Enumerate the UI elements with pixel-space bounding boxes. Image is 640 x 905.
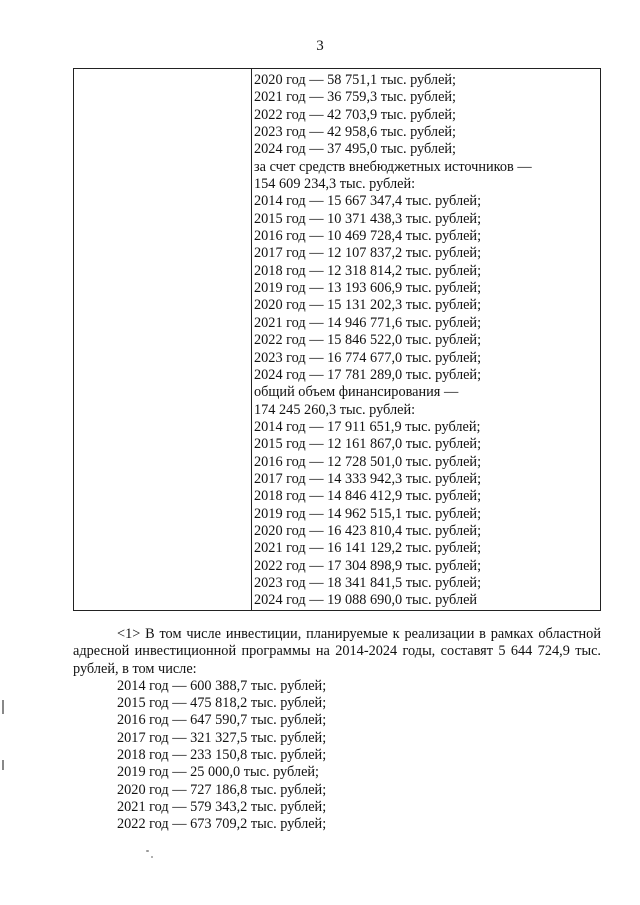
footnote-year-line: 2021 год — 579 343,2 тыс. рублей; <box>117 798 327 815</box>
footnote-year-line: 2015 год — 475 818,2 тыс. рублей; <box>117 695 327 712</box>
financing-table <box>73 68 601 611</box>
table-line: 2020 год — 58 751,1 тыс. рублей; <box>254 72 457 88</box>
footnote-year-line: 2017 год — 321 327,5 тыс. рублей; <box>117 729 327 746</box>
scan-speck <box>151 856 153 858</box>
page-number: 3 <box>316 38 324 54</box>
footnote-year-line: 2022 год — 673 709,2 тыс. рублей; <box>117 816 327 833</box>
footnote-year-line: 2019 год — 25 000,0 тыс. рублей; <box>117 764 320 781</box>
scan-margin-mark <box>2 760 4 770</box>
table-line: 2021 год — 36 759,3 тыс. рублей; <box>254 89 457 106</box>
table-line: 2015 год — 10 371 438,3 тыс. рублей; <box>254 210 482 227</box>
table-line: 2023 год — 18 341 841,5 тыс. рублей; <box>254 574 482 591</box>
table-line: за счет средств внебюджетных источников — <box>254 158 532 175</box>
footnote-year-line: 2018 год — 233 150,8 тыс. рублей; <box>117 747 327 764</box>
footnote <box>73 626 601 834</box>
scan-speck <box>146 850 149 852</box>
table-line: 2017 год — 14 333 942,3 тыс. рублей; <box>254 470 482 487</box>
table-line: 2016 год — 12 728 501,0 тыс. рублей; <box>254 453 482 470</box>
footnote-year-list <box>73 678 601 834</box>
table-line: 2018 год — 12 318 814,2 тыс. рублей; <box>254 262 482 279</box>
table-line: 2023 год — 42 958,6 тыс. рублей; <box>254 124 457 141</box>
footnote-year-line: 2014 год — 600 388,7 тыс. рублей; <box>117 677 327 694</box>
table-line: 2022 год — 42 703,9 тыс. рублей; <box>254 106 457 123</box>
table-line: 2023 год — 16 774 677,0 тыс. рублей; <box>254 349 482 366</box>
table-line: 2017 год — 12 107 837,2 тыс. рублей; <box>254 245 482 262</box>
table-line: 154 609 234,3 тыс. рублей: <box>254 176 416 193</box>
table-line: 2024 год — 37 495,0 тыс. рублей; <box>254 141 457 158</box>
footnote-paragraph: <1> В том числе инвестиции, планируемые к реализации в рамках областной адресной инвестиционной программы на 2014-2024 годы, составят 5 644 724,9 тыс. рублей, в том числе: <box>73 626 601 677</box>
table-line: 2014 год — 15 667 347,4 тыс. рублей; <box>254 193 482 210</box>
table-line: 2022 год — 17 304 898,9 тыс. рублей; <box>254 557 482 574</box>
table-line: 2020 год — 15 131 202,3 тыс. рублей; <box>254 297 482 314</box>
table-line: 2024 год — 19 088 690,0 тыс. рублей <box>254 592 478 609</box>
table-left-cell <box>74 69 251 610</box>
table-line: 2015 год — 12 161 867,0 тыс. рублей; <box>254 436 482 453</box>
table-line: 174 245 260,3 тыс. рублей: <box>254 401 416 418</box>
scan-margin-mark <box>2 700 4 714</box>
table-line: 2014 год — 17 911 651,9 тыс. рублей; <box>254 418 481 435</box>
footnote-year-line: 2016 год — 647 590,7 тыс. рублей; <box>117 712 327 729</box>
table-line: 2019 год — 14 962 515,1 тыс. рублей; <box>254 505 482 522</box>
footnote-year-line: 2020 год — 727 186,8 тыс. рублей; <box>117 781 327 798</box>
table-right-cell <box>254 72 599 610</box>
table-line: 2018 год — 14 846 412,9 тыс. рублей; <box>254 488 482 505</box>
table-line: общий объем финансирования — <box>254 384 459 401</box>
table-column-divider <box>251 69 252 610</box>
table-line: 2016 год — 10 469 728,4 тыс. рублей; <box>254 228 482 245</box>
table-line: 2024 год — 17 781 289,0 тыс. рублей; <box>254 366 482 383</box>
table-line: 2022 год — 15 846 522,0 тыс. рублей; <box>254 332 482 349</box>
table-line: 2019 год — 13 193 606,9 тыс. рублей; <box>254 280 482 297</box>
table-line: 2021 год — 16 141 129,2 тыс. рублей; <box>254 540 482 557</box>
table-line: 2020 год — 16 423 810,4 тыс. рублей; <box>254 522 482 539</box>
table-line: 2021 год — 14 946 771,6 тыс. рублей; <box>254 314 482 331</box>
